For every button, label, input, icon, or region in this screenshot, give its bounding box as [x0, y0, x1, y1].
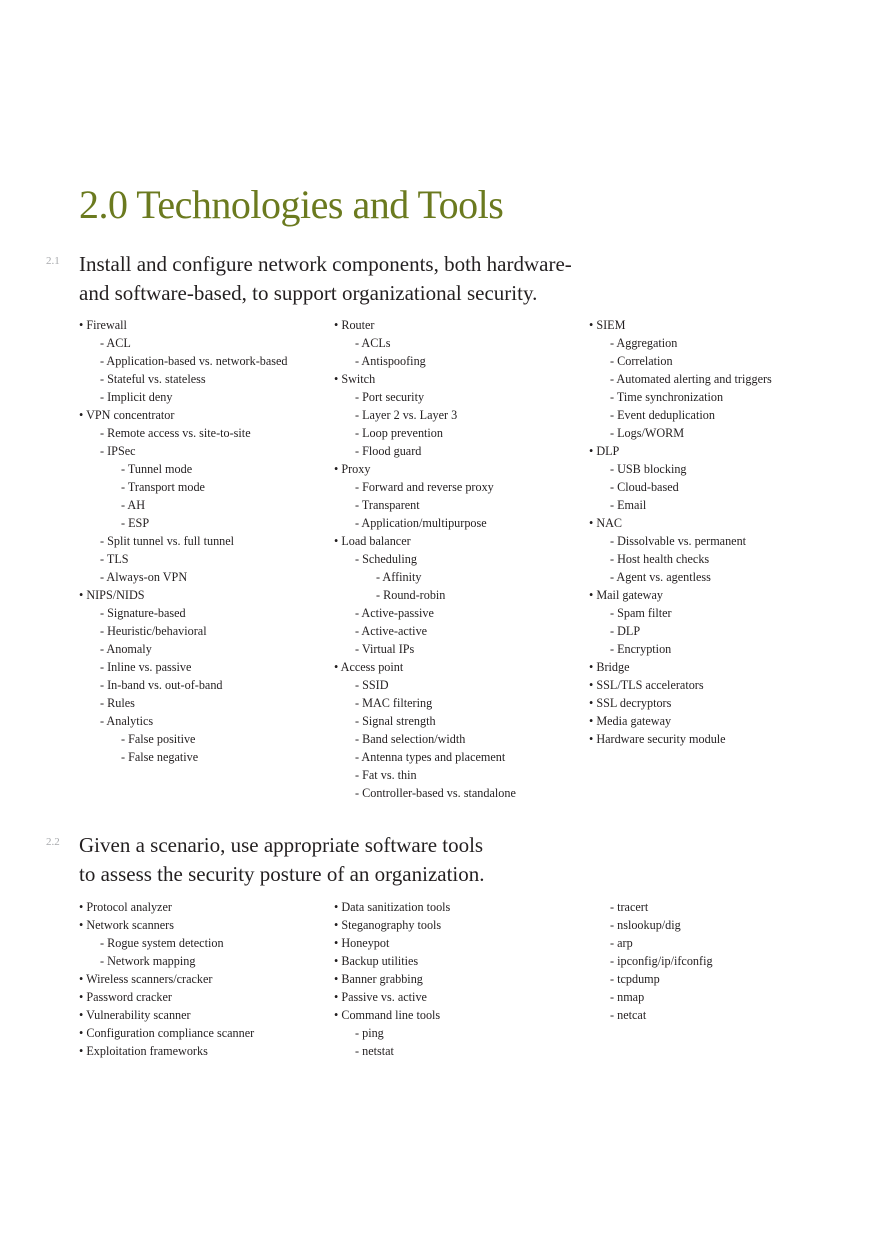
- sub-list-item: - Analytics: [100, 714, 154, 728]
- sub-list-item: - Round-robin: [376, 588, 446, 602]
- sub-list-item: - Application/multipurpose: [355, 516, 487, 530]
- list-item: • Proxy: [334, 462, 371, 476]
- sub-list-item: - AH: [121, 498, 146, 512]
- list-item: • Media gateway: [589, 714, 672, 728]
- section-heading-line: and software-based, to support organizational security.: [79, 281, 538, 305]
- sub-list-item: - Antispoofing: [355, 354, 426, 368]
- list-item: • Backup utilities: [334, 954, 419, 968]
- sub-list-item: - Transparent: [355, 498, 420, 512]
- sub-list-item: - Active-passive: [355, 606, 434, 620]
- list-item: • DLP: [589, 444, 620, 458]
- sub-list-item: - tcpdump: [610, 972, 660, 986]
- sub-list-item: - Encryption: [610, 642, 672, 656]
- section-heading-line: Install and configure network components, both hardware-: [79, 252, 572, 276]
- sub-list-item: - Email: [610, 498, 647, 512]
- list-item: • Router: [334, 318, 375, 332]
- sub-list-item: - Signal strength: [355, 714, 436, 728]
- list-item: • VPN concentrator: [79, 408, 175, 422]
- list-item: • Wireless scanners/cracker: [79, 972, 213, 986]
- sub-list-item: - Logs/WORM: [610, 426, 685, 440]
- objective-list-column: [334, 316, 516, 802]
- sub-list-item: - USB blocking: [610, 462, 687, 476]
- sub-list-item: - SSID: [355, 678, 389, 692]
- sub-list-item: - Split tunnel vs. full tunnel: [100, 534, 235, 548]
- list-item: • Password cracker: [79, 990, 172, 1004]
- list-item: • Configuration compliance scanner: [79, 1026, 255, 1040]
- sub-list-item: - False positive: [121, 732, 196, 746]
- sub-list-item: - Controller-based vs. standalone: [355, 786, 516, 800]
- sub-list-item: - netstat: [355, 1044, 394, 1058]
- sub-list-item: - Rogue system detection: [100, 936, 224, 950]
- sub-list-item: - tracert: [610, 900, 649, 914]
- sub-list-item: - Virtual IPs: [355, 642, 415, 656]
- sub-list-item: - Implicit deny: [100, 390, 173, 404]
- sub-list-item: - arp: [610, 936, 633, 950]
- sub-list-item: - ACLs: [355, 336, 391, 350]
- sub-list-item: - Remote access vs. site-to-site: [100, 426, 251, 440]
- list-item: • SSL decryptors: [589, 696, 672, 710]
- list-item: • NAC: [589, 516, 623, 530]
- sub-list-item: - Forward and reverse proxy: [355, 480, 494, 494]
- sub-list-item: - netcat: [610, 1008, 647, 1022]
- objective-list-column: [589, 316, 772, 748]
- sub-list-item: - Antenna types and placement: [355, 750, 506, 764]
- sub-list-item: - Application-based vs. network-based: [100, 354, 288, 368]
- objective-list-column: [79, 316, 288, 766]
- sub-list-item: - Correlation: [610, 354, 673, 368]
- sub-list-item: - DLP: [610, 624, 641, 638]
- objective-list-column: [589, 898, 713, 1024]
- sub-list-item: - Cloud-based: [610, 480, 679, 494]
- sub-list-item: - Loop prevention: [355, 426, 443, 440]
- section-heading: [79, 831, 485, 889]
- list-item: • Protocol analyzer: [79, 900, 172, 914]
- sub-list-item: - Anomaly: [100, 642, 152, 656]
- list-item: • Honeypot: [334, 936, 390, 950]
- list-item: • SIEM: [589, 318, 626, 332]
- sub-list-item: - ESP: [121, 516, 150, 530]
- sub-list-item: - Heuristic/behavioral: [100, 624, 207, 638]
- sub-list-item: - Event deduplication: [610, 408, 715, 422]
- list-item: • Steganography tools: [334, 918, 442, 932]
- list-item: • Vulnerability scanner: [79, 1008, 191, 1022]
- sub-list-item: - Tunnel mode: [121, 462, 193, 476]
- list-item: • Exploitation frameworks: [79, 1044, 208, 1058]
- sub-list-item: - MAC filtering: [355, 696, 433, 710]
- sub-list-item: - Host health checks: [610, 552, 710, 566]
- sub-list-item: - Always-on VPN: [100, 570, 188, 584]
- sub-list-item: - Agent vs. agentless: [610, 570, 711, 584]
- section-heading-line: Given a scenario, use appropriate software tools: [79, 833, 484, 857]
- sub-list-item: - Signature-based: [100, 606, 186, 620]
- sub-list-item: - Time synchronization: [610, 390, 724, 404]
- sub-list-item: - Rules: [100, 696, 135, 710]
- section-number: 2.2: [46, 836, 60, 848]
- page-title: 2.0 Technologies and Tools: [79, 182, 504, 227]
- sub-list-item: - False negative: [121, 750, 199, 764]
- list-item: • Hardware security module: [589, 732, 726, 746]
- sub-list-item: - Stateful vs. stateless: [100, 372, 206, 386]
- list-item: • Bridge: [589, 660, 630, 674]
- list-item: • SSL/TLS accelerators: [589, 678, 704, 692]
- list-item: • Access point: [334, 660, 404, 674]
- list-item: • Load balancer: [334, 534, 411, 548]
- section-heading: [79, 250, 572, 308]
- sub-list-item: - In-band vs. out-of-band: [100, 678, 223, 692]
- sub-list-item: - Port security: [355, 390, 425, 404]
- list-item: • Banner grabbing: [334, 972, 423, 986]
- section-heading-line: to assess the security posture of an organization.: [79, 862, 485, 886]
- sub-list-item: - Affinity: [376, 570, 422, 584]
- objective-list-column: [79, 898, 254, 1060]
- list-item: • Network scanners: [79, 918, 174, 932]
- sub-list-item: - Inline vs. passive: [100, 660, 192, 674]
- list-item: • Mail gateway: [589, 588, 663, 602]
- sub-list-item: - Active-active: [355, 624, 428, 638]
- list-item: • Data sanitization tools: [334, 900, 451, 914]
- sub-list-item: - Network mapping: [100, 954, 196, 968]
- section-number: 2.1: [46, 255, 60, 267]
- sub-list-item: - nmap: [610, 990, 645, 1004]
- sub-list-item: - IPSec: [100, 444, 136, 458]
- sub-list-item: - Dissolvable vs. permanent: [610, 534, 747, 548]
- sub-list-item: - Aggregation: [610, 336, 678, 350]
- sub-list-item: - Band selection/width: [355, 732, 466, 746]
- sub-list-item: - Fat vs. thin: [355, 768, 417, 782]
- list-item: • Switch: [334, 372, 376, 386]
- sub-list-item: - Scheduling: [355, 552, 417, 566]
- sub-list-item: - Layer 2 vs. Layer 3: [355, 408, 458, 422]
- sub-list-item: - Automated alerting and triggers: [610, 372, 772, 386]
- sub-list-item: - Flood guard: [355, 444, 422, 458]
- sub-list-item: - TLS: [100, 552, 129, 566]
- sub-list-item: - ipconfig/ip/ifconfig: [610, 954, 713, 968]
- list-item: • Passive vs. active: [334, 990, 427, 1004]
- sub-list-item: - ACL: [100, 336, 131, 350]
- objective-list-column: [334, 898, 450, 1060]
- list-item: • Command line tools: [334, 1008, 441, 1022]
- sub-list-item: - Spam filter: [610, 606, 672, 620]
- sub-list-item: - nslookup/dig: [610, 918, 681, 932]
- sub-list-item: - Transport mode: [121, 480, 205, 494]
- list-item: • NIPS/NIDS: [79, 588, 145, 602]
- sub-list-item: - ping: [355, 1026, 384, 1040]
- list-item: • Firewall: [79, 318, 127, 332]
